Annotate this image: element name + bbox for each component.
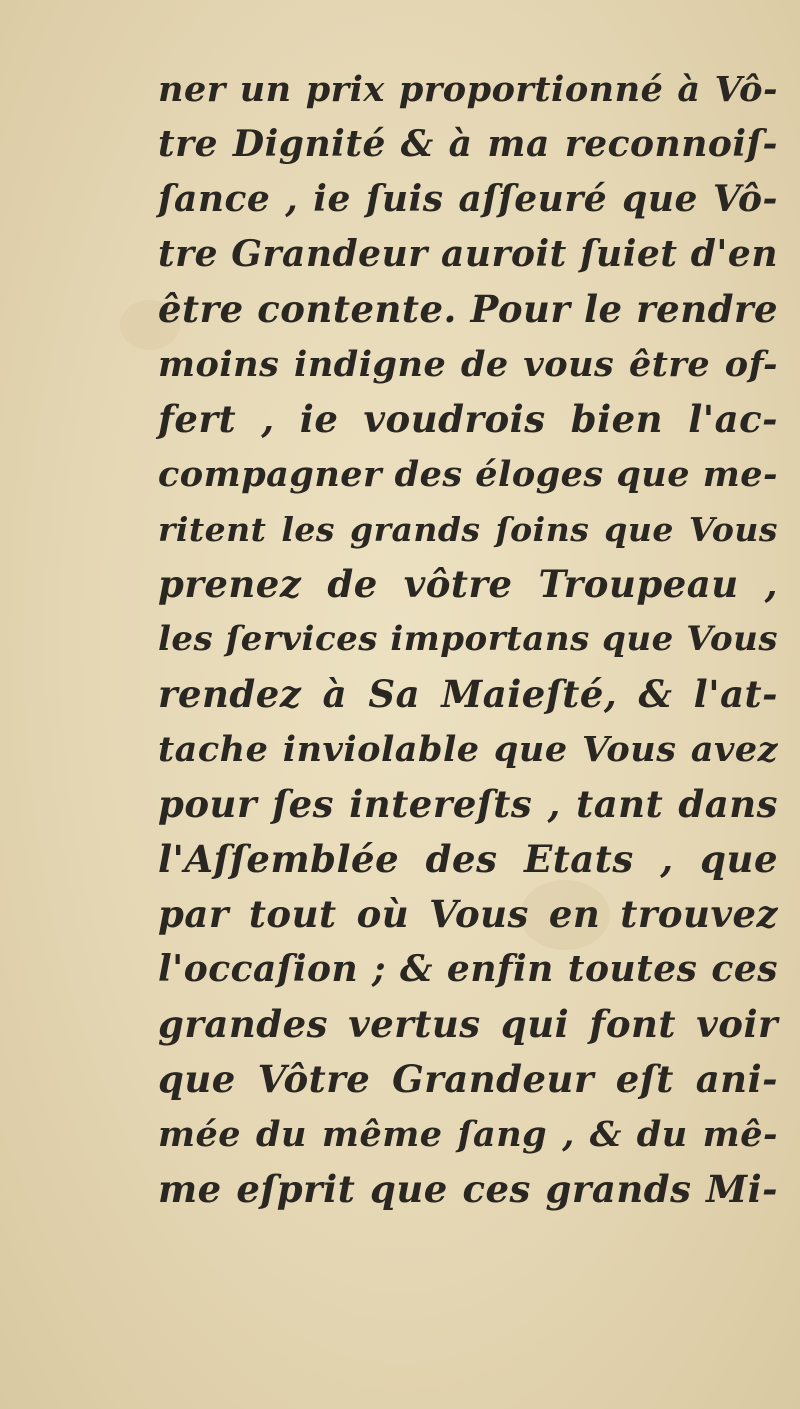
- text-line: les ſervices importans que Vous: [158, 619, 778, 659]
- text-line: ritent les grands ſoins que Vous: [158, 510, 778, 549]
- text-line: tre Grandeur auroit ſuiet d'en: [158, 233, 778, 275]
- text-line: fert , ie voudrois bien l'ac-: [158, 397, 778, 441]
- text-line: par tout où Vous en trouvez: [158, 892, 778, 936]
- body-text: [158, 62, 778, 1217]
- text-line: moins indigne de vous être of-: [158, 344, 778, 385]
- text-line: être contente. Pour le rendre: [158, 287, 778, 331]
- text-line: prenez de vôtre Troupeau ,: [158, 562, 778, 606]
- text-line: l'occaſion ; & enfin toutes ces: [158, 948, 778, 990]
- text-line: ſance , ie ſuis aſſeuré que Vô-: [158, 178, 778, 220]
- text-line: que Vôtre Grandeur eſt ani-: [158, 1057, 778, 1101]
- text-line: tache inviolable que Vous avez: [158, 729, 778, 770]
- text-line: mée du même ſang , & du mê-: [158, 1114, 778, 1155]
- text-line: grandes vertus qui font voir: [158, 1002, 778, 1046]
- text-line: pour ſes intereſts , tant dans: [158, 782, 778, 826]
- text-line: l'Aſſemblée des Etats , que: [158, 837, 778, 881]
- text-line: me eſprit que ces grands Mi-: [158, 1167, 778, 1211]
- text-line: compagner des éloges que me-: [158, 454, 779, 495]
- text-line: tre Dignité & à ma reconnoiſ-: [158, 123, 778, 165]
- text-line: ner un prix proportionné à Vô-: [158, 69, 778, 110]
- text-line: rendez à Sa Maieſté, & l'at-: [158, 672, 778, 716]
